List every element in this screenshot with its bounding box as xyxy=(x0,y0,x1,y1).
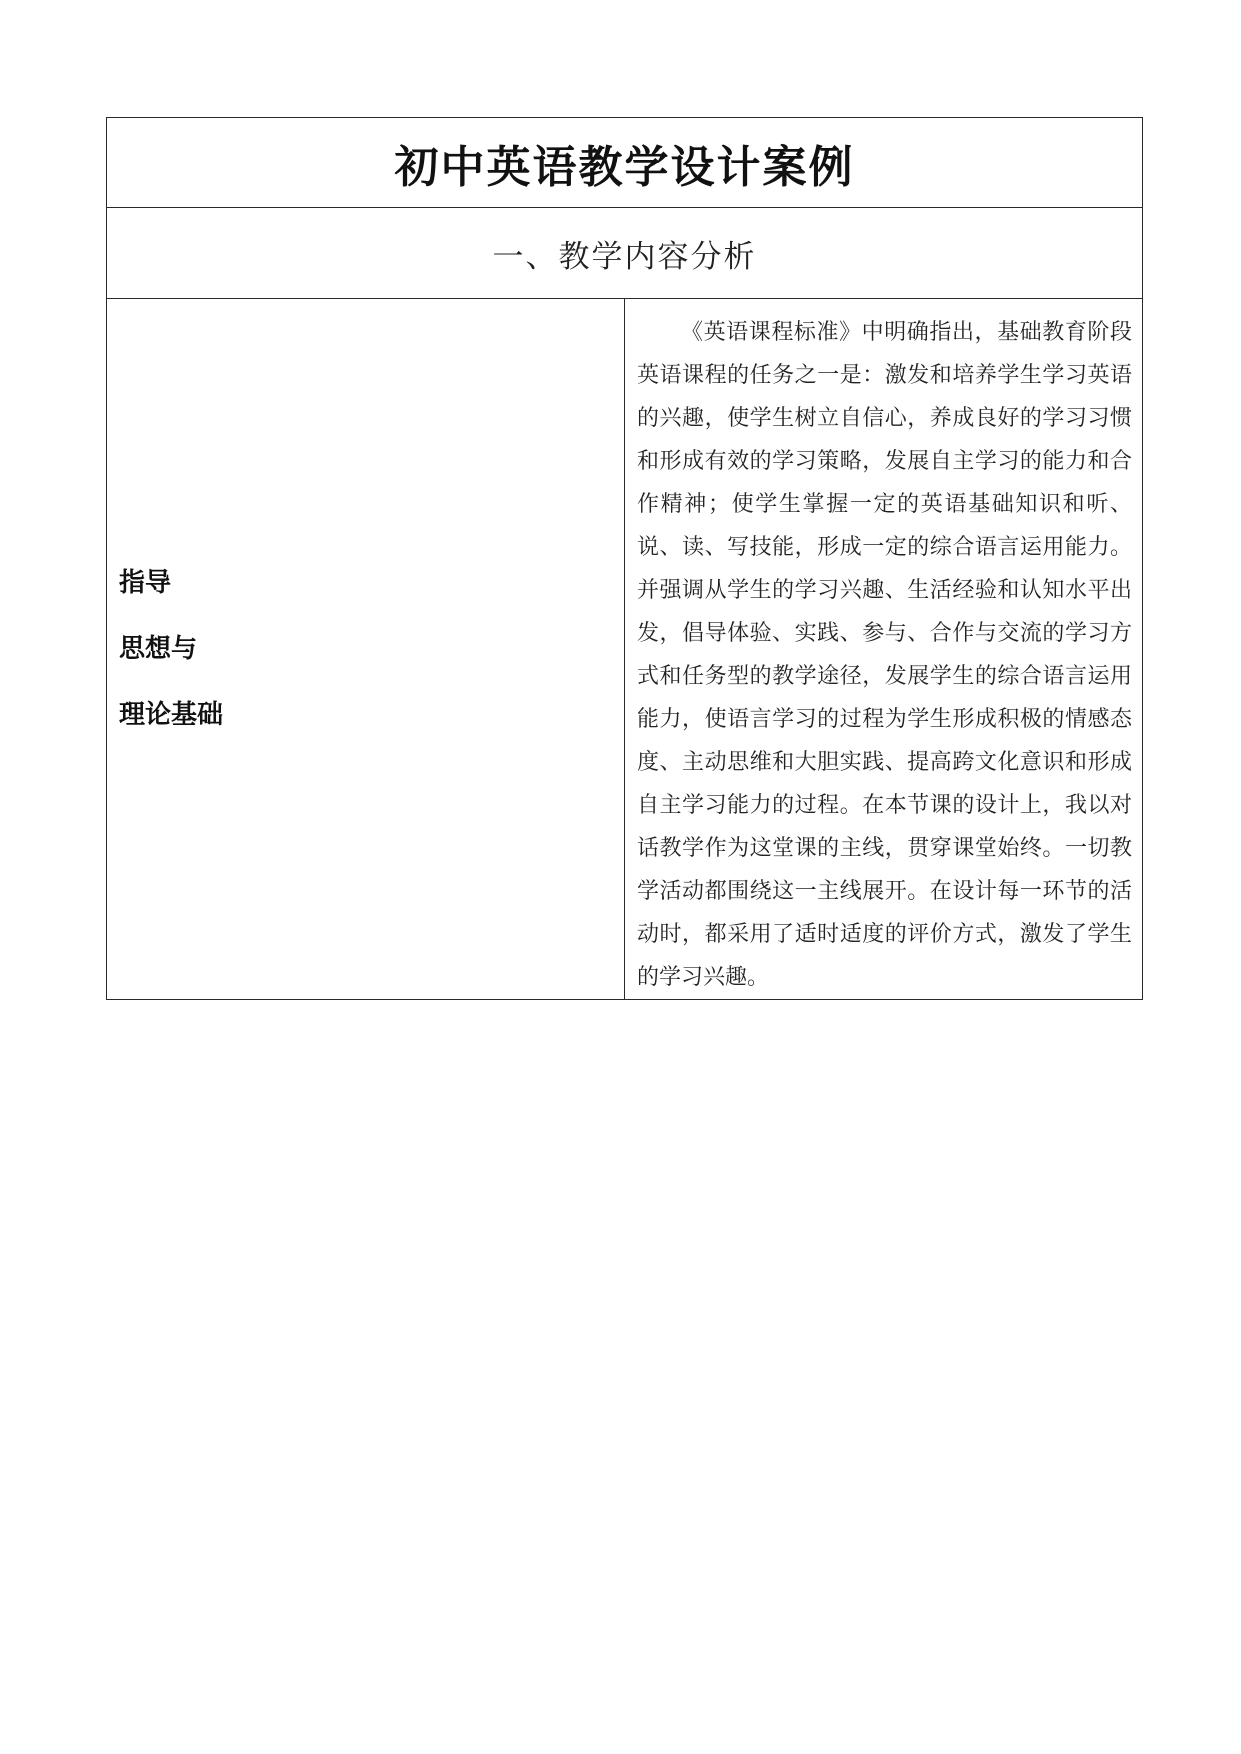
row-label-line-1: 指导 xyxy=(119,568,172,598)
section-heading: 一、教学内容分析 xyxy=(107,208,1143,299)
content-row xyxy=(107,299,1143,1000)
row-content-cell xyxy=(625,299,1143,1000)
row-label-line-2: 思想与 xyxy=(119,634,198,664)
row-label xyxy=(107,299,625,1000)
section-row xyxy=(107,208,1143,299)
guiding-theory-paragraph: 《英语课程标准》中明确指出，基础教育阶段英语课程的任务之一是：激发和培养学生学习英语的兴趣，使学生树立自信心，养成良好的学习习惯和形成有效的学习策略，发展自主学习的能力和合作精神；使学生掌握一定的英语基础知识和听、说、读、写技能，形成一定的综合语言运用能力。并强调从学生的学习兴趣、生活经验和认知水平出发，倡导体验、实践、参与、合作与交流的学习方式和任务型的教学途径，发展学生的综合语言运用能力，使语言学习的过程为学生形成积极的情感态度、主动思维和大胆实践、提高跨文化意识和形成自主学习能力的过程。在本节课的设计上，我以对话教学作为这堂课的主线，贯穿课堂始终。一切教学活动都围绕这一主线展开。在设计每一环节的活动时，都采用了适时适度的评价方式，激发了学生的学习兴趣。 xyxy=(637,320,1132,990)
row-label-line-3: 理论基础 xyxy=(119,700,224,730)
title-row xyxy=(107,118,1143,208)
document-title: 初中英语教学设计案例 xyxy=(107,118,1143,208)
lesson-plan-table xyxy=(106,117,1143,1000)
